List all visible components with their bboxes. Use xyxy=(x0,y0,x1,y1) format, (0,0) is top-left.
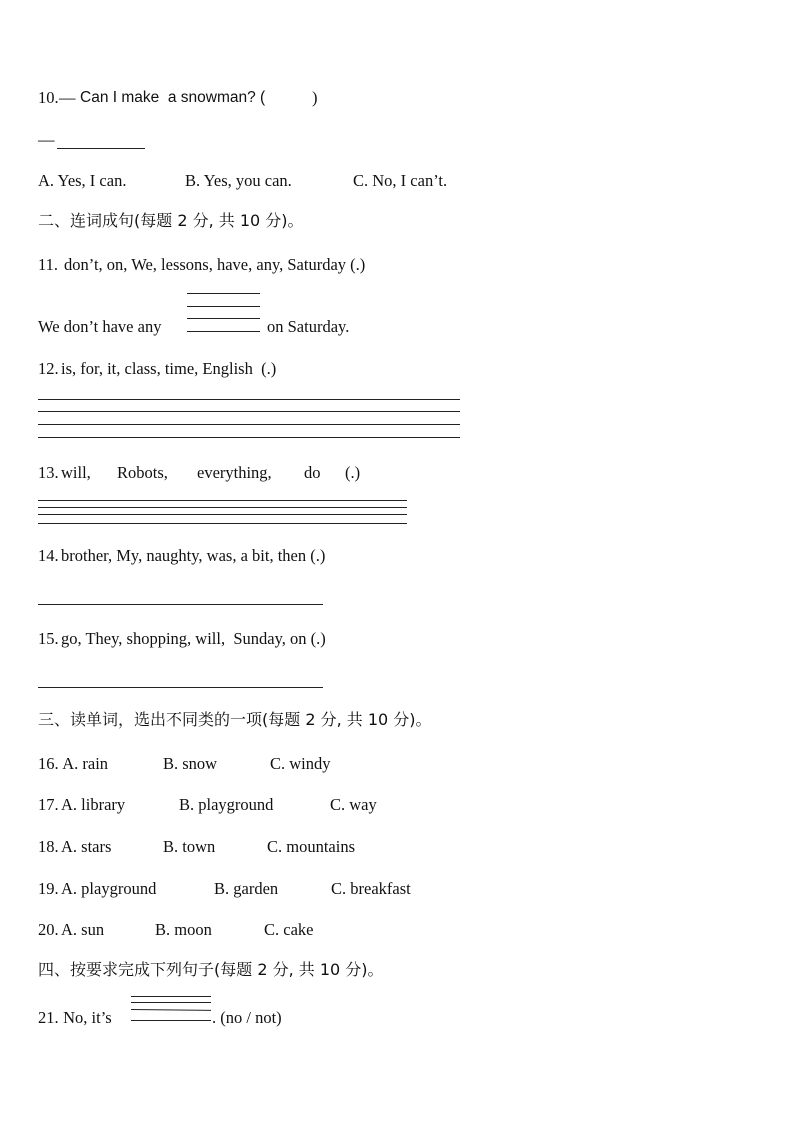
option-c: C. mountains xyxy=(267,837,356,856)
question-number: 10. xyxy=(38,88,59,107)
question-number: 18. xyxy=(38,837,59,856)
answer-suffix: on Saturday. xyxy=(267,317,350,336)
writing-line[interactable] xyxy=(38,604,323,605)
question-number: 12. xyxy=(38,359,59,378)
scrambled-words: go, They, shopping, will, Sunday, on (.) xyxy=(61,629,326,648)
writing-line[interactable] xyxy=(38,411,460,412)
writing-line[interactable] xyxy=(187,293,260,294)
scrambled-words: is, for, it, class, time, English (.) xyxy=(61,359,277,378)
writing-line[interactable] xyxy=(131,1009,211,1011)
question-number: 13. xyxy=(38,463,59,482)
option-b: B. Yes, you can. xyxy=(185,171,292,190)
option-b: B. garden xyxy=(214,879,279,898)
option-c: C. cake xyxy=(264,920,314,939)
writing-line[interactable] xyxy=(38,523,407,524)
question-number: 14. xyxy=(38,546,59,565)
option-c: C. way xyxy=(330,795,377,814)
writing-line[interactable] xyxy=(38,507,407,508)
sentence-suffix: . (no / not) xyxy=(212,1008,282,1027)
writing-line[interactable] xyxy=(131,1020,211,1021)
answer-prefix: We don’t have any xyxy=(38,317,162,336)
answer-paren-close: ) xyxy=(312,88,318,107)
question-number: 11. xyxy=(38,255,59,274)
section-2-heading: 二、连词成句(每题 2 分, 共 10 分)。 xyxy=(38,211,304,230)
section-4-heading: 四、按要求完成下列句子(每题 2 分, 共 10 分)。 xyxy=(38,960,384,979)
writing-line[interactable] xyxy=(187,306,260,307)
writing-line[interactable] xyxy=(187,331,260,332)
question-number: 15. xyxy=(38,629,59,648)
option-a: A. library xyxy=(61,795,126,814)
question-prompt: Can I make a snowman? ( xyxy=(80,89,266,106)
option-b: B. moon xyxy=(155,920,212,939)
option-c: C. No, I can’t. xyxy=(353,171,448,190)
option-a: A. playground xyxy=(61,879,157,898)
answer-blank[interactable] xyxy=(57,148,145,149)
option-a: A. sun xyxy=(61,920,105,939)
question-number: 21. xyxy=(38,1008,59,1027)
question-number: 19. xyxy=(38,879,59,898)
dash: — xyxy=(59,88,76,107)
scrambled-word: Robots, xyxy=(117,463,168,482)
question-number: 20. xyxy=(38,920,59,939)
option-a: A. stars xyxy=(61,837,112,856)
option-c: C. breakfast xyxy=(331,879,411,898)
scrambled-word: (.) xyxy=(345,463,361,482)
writing-line[interactable] xyxy=(38,437,460,438)
writing-line[interactable] xyxy=(38,514,407,515)
option-b: B. town xyxy=(163,837,216,856)
writing-line[interactable] xyxy=(38,687,323,688)
writing-line[interactable] xyxy=(131,996,211,997)
writing-line[interactable] xyxy=(38,500,407,501)
section-3-heading: 三、读单词，选出不同类的一项(每题 2 分, 共 10 分)。 xyxy=(38,710,432,729)
writing-line[interactable] xyxy=(131,1002,211,1003)
scrambled-word: everything, xyxy=(197,463,272,482)
scrambled-word: will, xyxy=(61,463,91,482)
writing-line[interactable] xyxy=(38,424,460,425)
writing-line[interactable] xyxy=(38,399,460,400)
option-c: C. windy xyxy=(270,754,331,773)
scrambled-words: brother, My, naughty, was, a bit, then (.) xyxy=(61,546,326,565)
reply-dash: — xyxy=(38,130,55,149)
option-b: B. snow xyxy=(163,754,218,773)
option-b: B. playground xyxy=(179,795,274,814)
question-number: 17. xyxy=(38,795,59,814)
question-number: 16. xyxy=(38,754,59,773)
option-a: A. rain xyxy=(59,754,109,773)
option-a: A. Yes, I can. xyxy=(38,171,127,190)
writing-line[interactable] xyxy=(187,318,260,319)
scrambled-words: don’t, on, We, lessons, have, any, Saturday (.) xyxy=(64,255,366,274)
sentence-prefix: No, it’s xyxy=(59,1008,112,1027)
scrambled-word: do xyxy=(304,463,321,482)
